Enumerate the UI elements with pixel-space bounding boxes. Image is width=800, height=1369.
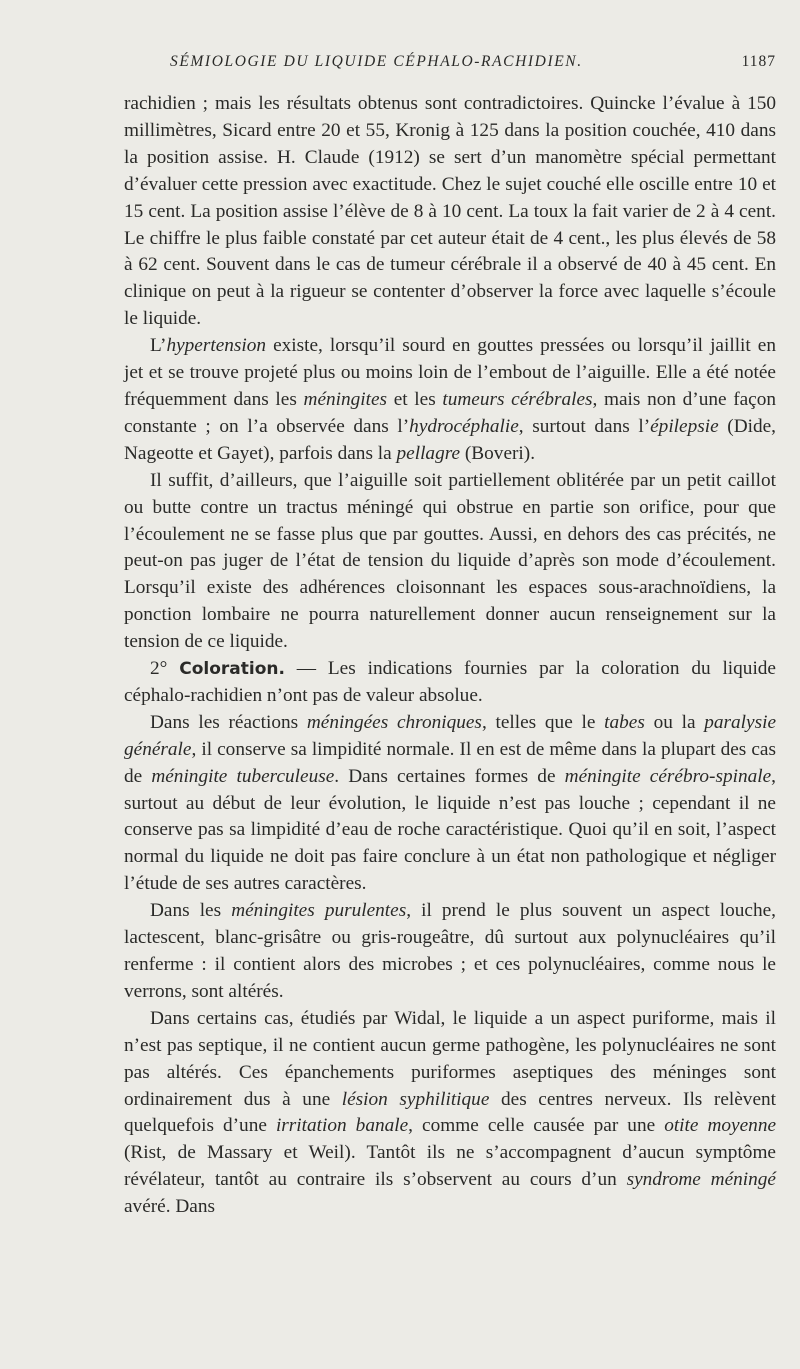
paragraph-pressure-values: rachidien ; mais les résultats obtenus sont contradictoires. Quincke l’évalue à 150 millimètres, Sicard entre 20 et 55, Kronig à 125 dans la position couchée, 410 dans la position assise. H. Claude (1912) se sert d’un manomètre spécial permettant d’évaluer cette pression avec exactitude. Chez le sujet couché elle oscille entre 10 et 15 cent. La position assise l’élève de 8 à 10 cent. La toux la fait varier de 2 à 4 cent. Le chiffre le plus faible constaté par cet auteur était de 4 cent., les plus élevés de 58 à 62 cent. Souvent dans le cas de tumeur cérébrale il a observé de 40 à 45 cent. En clinique on peut à la rigueur se contenter d’observer la force avec laquelle s’écoule le liquide.	[124, 93, 776, 330]
section-title: Coloration.	[179, 659, 285, 680]
paragraph-chronic-reactions: Dans les réactions méningées chroniques, telles que le tabes ou la paralysie générale, il conserve sa limpidité normale. Il en est de même dans la plupart des cas de méningite tuberculeuse. Dans certaines formes de méningite cérébro-spinale, surtout au début de leur évolution, le liquide n’est pas louche ; cependant il ne conserve pas sa limpidité d’eau de roche caractéristique. Quoi qu’il en soit, l’aspect normal du liquide ne doit pas faire conclure à un état non pathologique et négliger l’étude de ses autres caractères.	[124, 711, 777, 895]
paragraph-coloration-heading: 2° Coloration. — Les indications fournies par la coloration du liquide céphalo-rachidien n’ont pas de valeur absolue.	[124, 658, 776, 706]
page-number: 1187	[741, 53, 776, 70]
paragraph-hypertension: L’hypertension existe, lorsqu’il sourd en gouttes pressées ou lorsqu’il jaillit en jet et se trouve projeté plus ou moins loin de l’embout de l’aiguille. Elle a été notée fréquemment dans les méningites et les tumeurs cérébrales, mais non d’une façon constante ; on l’a observée dans l’hydrocéphalie, surtout dans l’épilepsie (Dide, Nageotte et Gayet), parfois dans la pellagre (Boveri).	[124, 335, 777, 464]
body-text	[124, 91, 776, 1221]
running-head: SÉMIOLOGIE DU LIQUIDE CÉPHALO-RACHIDIEN.	[170, 53, 583, 70]
paragraph-aseptic-effusions: Dans certains cas, étudiés par Widal, le liquide a un aspect puriforme, mais il n’est pas septique, il ne contient aucun germe pathogène, les polynucléaires ne sont pas altérés. Ces épanchements puriformes aseptiques des méninges sont ordinairement dus à une lésion syphilitique des centres nerveux. Ils relèvent quelquefois d’une irritation banale, comme celle causée par une otite moyenne (Rist, de Massary et Weil). Tantôt ils ne s’accompagnent d’aucun symptôme révélateur, tantôt au contraire ils s’observent au cours d’un syndrome méningé avéré. Dans	[124, 1007, 777, 1218]
paragraph-needle-obstruction: Il suffit, d’ailleurs, que l’aiguille soit partiellement oblitérée par un petit caillot ou butte contre un tractus méningé qui obstrue en partie son orifice, pour que l’écoulement ne se fasse plus que par gouttes. Aussi, en dehors des cas précités, ne peut-on pas juger de l’état de tension du liquide d’après son mode d’écoulement. Lorsqu’il existe des adhérences cloisonnant les espaces sous-arachnoïdiens, la ponction lombaire ne pourra naturellement donner aucun renseignement sur la tension de ce liquide.	[124, 469, 776, 653]
paragraph-purulent-meningitis: Dans les méningites purulentes, il prend le plus souvent un aspect louche, lactescent, blanc-grisâtre ou gris-rougeâtre, dû surtout aux polynucléaires qu’il renferme : il contient alors des microbes ; et ces polynucléaires, comme nous le verrons, sont altérés.	[124, 900, 776, 1002]
